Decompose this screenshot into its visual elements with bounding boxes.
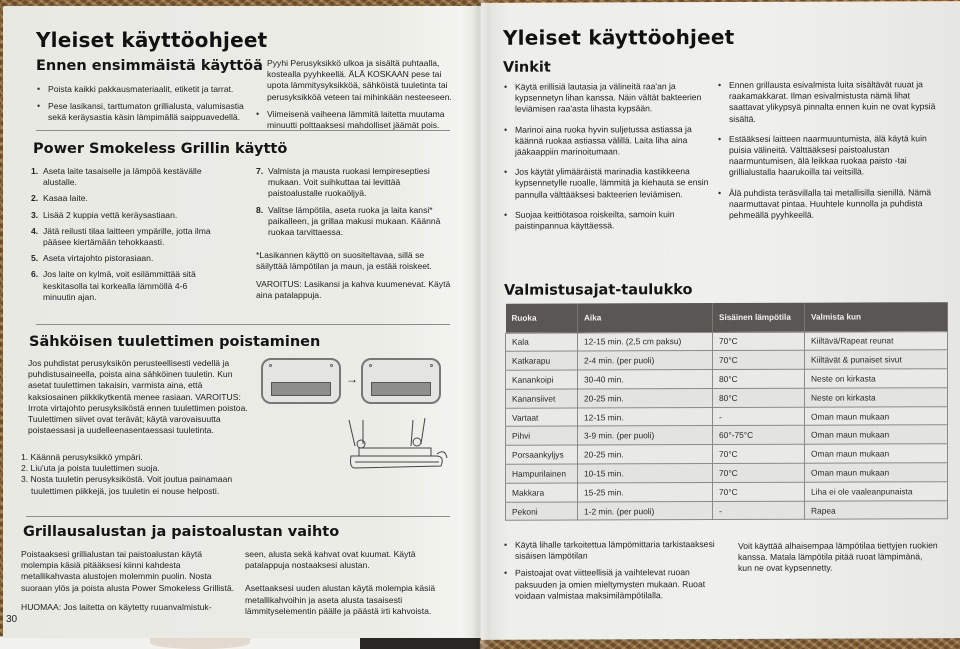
cell-done-when: Liha ei ole vaaleanpunaista — [805, 482, 948, 501]
cell-time: 2-4 min. (per puoli) — [578, 351, 713, 370]
usage-steps-left — [31, 166, 216, 308]
cell-time: 30-40 min. — [578, 370, 713, 389]
bullet-item: • Jos käytät ylimääräistä marinadia kastikkeena kypsennetylle ruoalle, lämmitä ja kiehauta se ensin pannulla välttääksesi bakteerien leviämisen. — [503, 166, 713, 200]
fan-steps — [21, 452, 261, 497]
warning-text: VAROITUS: Lasikansi ja kahva kuumenevat. Käytä aina patalappuja. — [256, 278, 451, 300]
column-header: Ruoka — [506, 303, 578, 332]
step-item: 8. Valitse lämpötila, aseta ruoka ja laita kansi* paikalleen, ja grillaa makusi mukaan. Käännä ruokaa tarvittaessa. — [256, 204, 441, 238]
cell-done-when: Oman maun mukaan — [805, 444, 948, 463]
cell-done-when: Neste on kirkasta — [805, 369, 948, 388]
table-row — [506, 482, 948, 502]
section-heading-tips: Vinkit — [503, 59, 551, 76]
table-row — [506, 406, 948, 426]
underlying-page-dark-block — [360, 637, 480, 649]
step-item: 3. Lisää 2 kuppia vettä keräysastiaan. — [31, 209, 178, 220]
bullet-item: • Älä puhdista teräsvillalla tai metallisilla sienillä. Nämä naarmuttavat pintaa. Huuhtele kunnolla ja puhdista pehmeällä pyyhkeellä. — [717, 187, 939, 221]
cell-done-when: Oman maun mukaan — [805, 406, 948, 425]
bullet-item: • Ennen grillausta esivalmista luita sisältävät ruuat ja raakamakkarat. Ilman esivalmistusta nämä lihat saattavat ylikypsyä pinnalta ennen kuin ne ovat kypsiä sisältä. — [717, 79, 939, 125]
step-item: 4. Jätä reilusti tilaa laitteen ympärille, jotta ilma pääsee kiertämään tehokkaasti. — [31, 225, 211, 248]
step-item: 6. Jos laite on kylmä, voit esilämmittää sitä keskitasolla tai korkealla lämmöllä 4-6 minuutin ajan. — [31, 269, 196, 302]
cell-food: Kanankoipi — [506, 370, 578, 389]
bullet-item: • Pese lasikansi, tarttumaton grillialusta, valumisastia sekä keräysastia käsin lämpimällä saippuavedellä. — [36, 101, 251, 123]
cell-time: 3-9 min. (per puoli) — [578, 426, 713, 445]
divider — [36, 324, 450, 325]
step-item: 2. Kasaa laite. — [31, 193, 88, 204]
plate-col-right — [245, 549, 455, 617]
column-header: Aika — [578, 303, 713, 332]
cell-temp: 80°C — [713, 388, 805, 407]
section-heading-fan: Sähköisen tuulettimen poistaminen — [29, 334, 321, 350]
table-notes-bullets — [503, 539, 718, 608]
table-notes-paragraph: Voit käyttää alhaisempaa lämpötilaa tiettyjen ruokien kanssa. Matala lämpötila pitää ruoat lämpimänä, kun ne ovat kypsennetty. — [738, 540, 938, 574]
cell-temp: 80°C — [713, 369, 805, 388]
cell-food: Hampurilainen — [506, 464, 578, 483]
arrow-right-icon: → — [346, 372, 358, 386]
cell-done-when: Oman maun mukaan — [805, 463, 948, 482]
table-row — [506, 369, 948, 389]
cell-temp: 70°C — [713, 482, 805, 501]
bullet-item: • Käytä erillisiä lautasia ja välineitä raa'an ja kypsennetyn lihan kanssa. Näin vältät bakteerien leviämisen raa'asta lihasta kypsään. — [503, 81, 713, 115]
first-use-bullets-right — [255, 58, 460, 137]
bullet-item: • Paistoajat ovat viitteellisiä ja vaihtelevat ruoan paksuuden ja omien mieltymysten mukaan. Ruoat voidaan valmistaa maksimilämpötilalla. — [503, 567, 718, 601]
cell-temp: - — [713, 407, 805, 426]
table-row — [506, 350, 948, 370]
section-heading-first-use: Ennen ensimmäistä käyttöä — [36, 58, 263, 74]
cell-food: Porsaankyljys — [506, 445, 578, 464]
plate-note: HUOMAA: Jos laitetta on käytetty ruuanvalmistuk- — [21, 601, 212, 612]
table-row — [506, 388, 948, 408]
cell-temp: 70°C — [713, 332, 805, 351]
step-item: 1. Käännä perusyksikkö ympäri. — [21, 452, 143, 462]
step-item: 1. Aseta laite tasaiselle ja lämpöä kestävälle alustalle. — [31, 166, 202, 188]
grill-base-illustration — [261, 358, 341, 404]
table-body — [506, 331, 948, 521]
right-page — [481, 1, 960, 640]
fan-paragraph: Jos puhdistat perusyksikön perusteellisesti vedellä ja puhdistusaineella, poista aina sähköinen tuuletin. Kun asetat tuulettimen takaisin, varmista aina, että kaksiosainen piikkikytkentä menee rasiaan. VAROITUS: Irrota virtajohto perusyksiköstä ennen tuulettimen poistoa. Tuulettimen siivet ovat terävät; käytä varovaisuutta poistaessasi ja uudelleenasentaessasi tuuletinta. — [28, 358, 248, 436]
cell-food: Kala — [506, 332, 578, 351]
cell-food: Makkara — [506, 483, 578, 502]
cell-done-when: Kiiltävä/Rapeat reunat — [805, 331, 948, 350]
cell-time: 1-2 min. (per puoli) — [578, 501, 713, 520]
bullet-item: • Suojaa keittiötasoa roiskeilta, samoin kuin paistinpannua käyttäessä. — [503, 209, 713, 232]
step-item: 7. Valmista ja mausta ruokasi lempireseptiesi mukaan. Voit suihkuttaa tai levittää paistoalustalle ruokaöljyä. — [256, 166, 430, 199]
cell-time: 10-15 min. — [578, 464, 713, 483]
tips-bullets-left — [503, 81, 713, 238]
table-row — [506, 331, 948, 351]
cell-food: Vartaat — [506, 408, 578, 427]
plate-col-left — [21, 549, 239, 613]
page-number: 30 — [6, 614, 18, 625]
cell-time: 20-25 min. — [578, 388, 713, 407]
cell-temp: 70°C — [713, 444, 805, 463]
divider — [36, 130, 450, 131]
cell-time: 20-25 min. — [578, 445, 713, 464]
first-use-bullets-left — [36, 84, 251, 130]
left-page — [3, 6, 481, 638]
cell-food: Kanansiivet — [506, 389, 578, 408]
cell-temp: 60°-75°C — [713, 426, 805, 445]
plate-paragraph: seen, alusta sekä kahvat ovat kuumat. Käytä patalappuja nostaaksesi alustan. — [245, 549, 416, 571]
bullet-item: • Marinoi aina ruoka hyvin suljetussa astiassa ja käännä ruokaa astiassa välillä. Laita liha aina jääkaappiin marinoitumaan. — [503, 124, 713, 158]
cell-food: Katkarapu — [506, 351, 578, 370]
step-item: 5. Aseta virtajohto pistorasiaan. — [31, 253, 154, 264]
section-heading-usage: Power Smokeless Grillin käyttö — [33, 141, 288, 157]
cell-time: 12-15 min. — [578, 407, 713, 426]
footnote: *Lasikannen käyttö on suositeltavaa, sillä se säilyttää lämpötilan ja maun, ja estää roiskeet. — [256, 250, 432, 272]
bullet-item: • Poista kaikki pakkausmateriaalit, etiketit ja tarrat. — [36, 84, 251, 95]
step-item: 2. Liu'uta ja poista tuulettimen suoja. — [21, 463, 160, 474]
grill-fan-cover-removal-illustration — [361, 358, 441, 404]
table-row — [506, 463, 948, 483]
section-heading-plate: Grillausalustan ja paistoalustan vaihto — [23, 524, 340, 540]
bullet-item: • Pyyhi Perusyksikkö ulkoa ja sisältä puhtaalla, kostealla pyyhkeellä. ÄLÄ KOSKAAN pese tai upota lämmitysyksikköä, sähköistä tuuletinta tai perusyksikköä veteen tai mihinkään nesteeseen. — [255, 58, 460, 103]
tips-bullets-right — [717, 79, 939, 227]
column-header: Sisäinen lämpötila — [713, 303, 805, 332]
cell-food: Pihvi — [506, 426, 578, 445]
cell-food: Pekoni — [506, 502, 578, 521]
table-row — [506, 444, 948, 464]
column-header: Valmista kun — [805, 302, 948, 331]
cell-time: 12-15 min. (2,5 cm paksu) — [578, 332, 713, 351]
table-row — [506, 500, 948, 520]
bullet-item: • Käytä lihalle tarkoitettua lämpömittaria tarkistaaksesi sisäisen lämpötilan — [503, 539, 718, 562]
cell-temp: 70°C — [713, 463, 805, 482]
cell-done-when: Kiiltävät & punaiset sivut — [805, 350, 948, 369]
cooking-times-table — [505, 302, 948, 521]
cell-temp: - — [713, 501, 805, 520]
table-header-row — [506, 302, 948, 333]
plate-paragraph: Asettaaksesi uuden alustan käytä molempia käsiä metallikahvoihin ja aseta alusta tasaisesti lämmityselementin päälle ja päästä irti kahvoista. — [245, 583, 436, 616]
usage-steps-right — [256, 166, 451, 301]
table-row — [506, 425, 948, 445]
step-item: 3. Nosta tuuletin perusyksiköstä. Voit joutua painamaan tuulettimen piikkejä, jos tuuletin ei nouse helposti. — [21, 474, 233, 496]
page-title: Yleiset käyttöohjeet — [36, 28, 268, 52]
plate-paragraph: Poistaaksesi grillialustan tai paistoalustan käytä molempia käsiä pitääksesi kiinni kahdesta metallikahvasta alustojen molemmin puolin. Nosta suoraan ylös ja poista alusta Power Smokeless Grillistä. — [21, 549, 235, 593]
bullet-item: • Estääksesi laitteen naarmuuntumista, älä käytä kuin puisia välineitä. Välttääksesi paistoalustan naarmuntumisen, älä leikkaa ruokaa paisto -tai grillialustalla haarukoilla tai veitsillä. — [717, 133, 939, 179]
cell-temp: 70°C — [713, 351, 805, 370]
cell-done-when: Oman maun mukaan — [805, 425, 948, 444]
page-title: Yleiset käyttöohjeet — [503, 24, 735, 50]
cell-done-when: Rapea — [805, 500, 948, 519]
divider — [26, 516, 450, 517]
bullet-item: • Viimeisenä vaiheena lämmitä laitetta muutama minuutti polttaaksesi mahdolliset jäämät pois. — [255, 109, 460, 131]
section-heading-cooking-table: Valmistusajat-taulukko — [504, 282, 693, 299]
fan-lift-illustration — [341, 418, 451, 478]
cell-time: 15-25 min. — [578, 482, 713, 501]
cell-done-when: Neste on kirkasta — [805, 388, 948, 407]
